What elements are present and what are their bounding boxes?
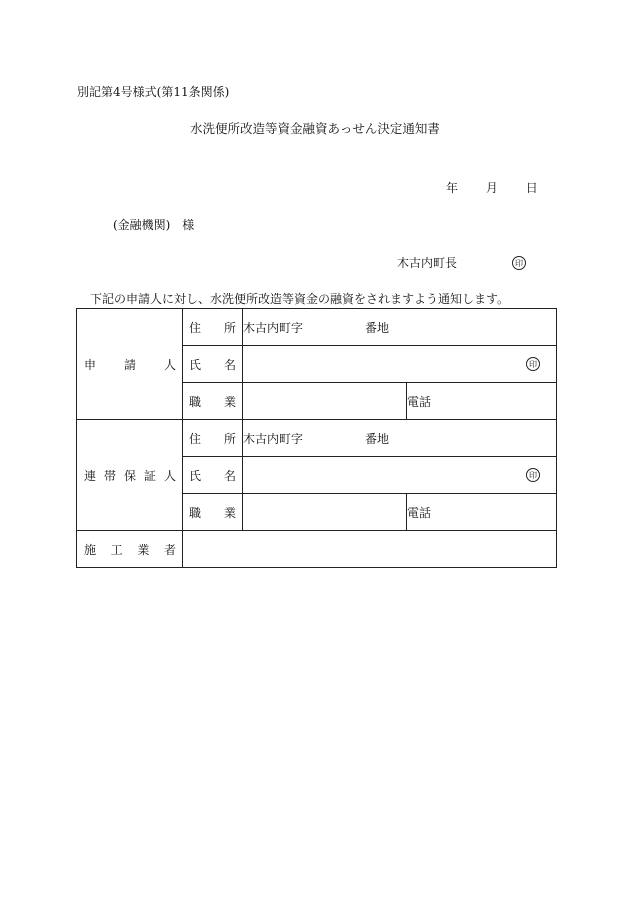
contractor-label-char: 者 (163, 542, 176, 557)
label-char: 業 (223, 394, 236, 409)
address-prefix: 木古内町字 (243, 431, 304, 446)
label-char: 氏 (189, 468, 202, 483)
guarantor-name-label (183, 457, 243, 494)
addressee-org: (金融機関) (113, 218, 171, 232)
contractor-label-char: 工 (110, 542, 123, 557)
addressee-honorific: 様 (182, 218, 195, 232)
issuer-name: 木古内町長 (397, 256, 458, 270)
label-char: 住 (189, 320, 202, 335)
date-month-label: 月 (485, 181, 498, 195)
label-char: 業 (223, 505, 236, 520)
applicant-group-label (77, 309, 183, 420)
form-reference: 別記第4号様式(第11条関係) (77, 85, 230, 99)
issuer-seal-icon: 印 (512, 256, 526, 270)
contractor-label-char: 施 (84, 542, 97, 557)
address-suffix: 番地 (365, 320, 390, 335)
applicant-seal-icon: 印 (526, 357, 540, 371)
contractor-label-char: 業 (137, 542, 150, 557)
guarantor-address-field[interactable] (243, 420, 557, 457)
contractor-row (77, 531, 557, 568)
guarantor-group-char: 連 (84, 468, 97, 483)
date-day-label: 日 (525, 181, 538, 195)
application-table (76, 308, 557, 568)
guarantor-address-label (183, 420, 243, 457)
applicant-occupation-field[interactable] (243, 383, 407, 420)
guarantor-group-char: 帯 (103, 468, 116, 483)
phone-label: 電話 (407, 505, 432, 520)
label-char: 職 (189, 394, 202, 409)
label-char: 所 (223, 320, 236, 335)
label-char: 住 (189, 431, 202, 446)
label-char: 職 (189, 505, 202, 520)
applicant-group-char: 人 (163, 357, 176, 372)
guarantor-occupation-field[interactable] (243, 494, 407, 531)
guarantor-group-char: 人 (163, 468, 176, 483)
applicant-address-label (183, 309, 243, 346)
guarantor-group-char: 保 (123, 468, 136, 483)
phone-label: 電話 (407, 394, 432, 409)
applicant-name-field[interactable] (243, 346, 557, 383)
applicant-phone-field[interactable] (407, 383, 557, 420)
applicant-group-char: 請 (123, 357, 136, 372)
date-line (446, 179, 538, 196)
address-prefix: 木古内町字 (243, 320, 304, 335)
addressee (113, 217, 194, 233)
date-year-label: 年 (446, 181, 459, 195)
document-title: 水洗便所改造等資金融資あっせん決定通知書 (190, 121, 440, 136)
label-char: 名 (223, 468, 236, 483)
applicant-occupation-label (183, 383, 243, 420)
applicant-name-label (183, 346, 243, 383)
guarantor-seal-icon: 印 (526, 468, 540, 482)
guarantor-name-field[interactable] (243, 457, 557, 494)
label-char: 名 (223, 357, 236, 372)
guarantor-group-label (77, 420, 183, 531)
label-char: 氏 (189, 357, 202, 372)
applicant-address-field[interactable] (243, 309, 557, 346)
guarantor-group-char: 証 (143, 468, 156, 483)
notice-text: 下記の申請人に対し、水洗便所改造等資金の融資をされますよう通知します。 (90, 292, 510, 306)
address-suffix: 番地 (365, 431, 390, 446)
label-char: 所 (223, 431, 236, 446)
applicant-group-char: 申 (84, 357, 97, 372)
guarantor-occupation-label (183, 494, 243, 531)
applicant-address-row (77, 309, 557, 346)
guarantor-address-row (77, 420, 557, 457)
contractor-label (77, 531, 183, 568)
contractor-field[interactable] (183, 531, 557, 568)
guarantor-phone-field[interactable] (407, 494, 557, 531)
